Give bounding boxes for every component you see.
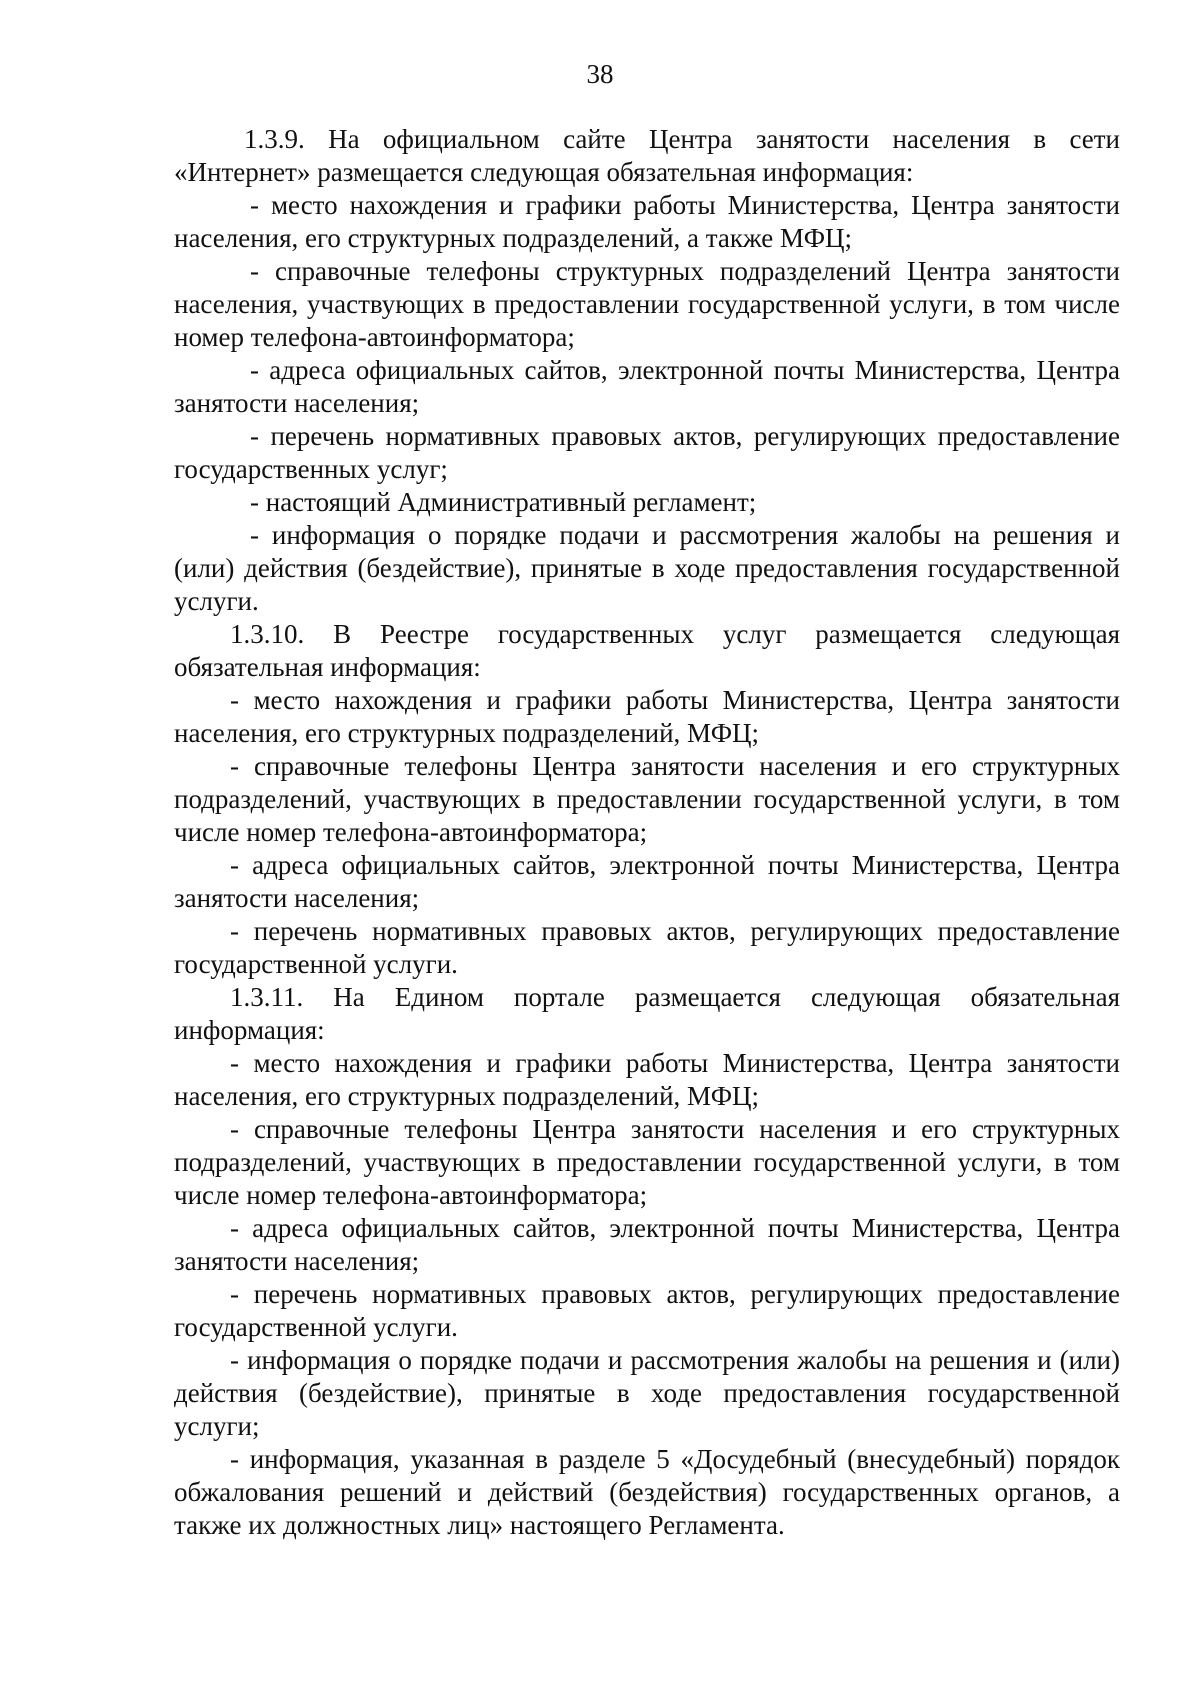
list-item: - место нахождения и графики работы Министерства, Центра занятости населения, его структурных подразделений, МФЦ; bbox=[174, 685, 1120, 748]
section-1-3-9-heading: 1.3.9. На официальном сайте Центра занятости населения в сети «Интернет» размещается следующая обязательная информация: bbox=[174, 124, 1120, 187]
section-1-3-11-heading: 1.3.11. На Едином портале размещается следующая обязательная информация: bbox=[174, 982, 1120, 1045]
list-item: - перечень нормативных правовых актов, регулирующих предоставление государственных услуг; bbox=[174, 421, 1120, 484]
list-item: - адреса официальных сайтов, электронной почты Министерства, Центра занятости населения; bbox=[174, 355, 1120, 418]
list-item: - информация о порядке подачи и рассмотрения жалобы на решения и (или) действия (бездействие), принятые в ходе предоставления государственной услуги. bbox=[174, 520, 1120, 616]
section-1-3-10-heading: 1.3.10. В Реестре государственных услуг размещается следующая обязательная информация: bbox=[174, 619, 1120, 682]
list-item: - информация о порядке подачи и рассмотрения жалобы на решения и (или) действия (бездействие), принятые в ходе предоставления государственной услуги; bbox=[174, 1345, 1120, 1441]
list-item: - настоящий Административный регламент; bbox=[250, 487, 757, 517]
list-item: - место нахождения и графики работы Министерства, Центра занятости населения, его структурных подразделений, МФЦ; bbox=[174, 1048, 1120, 1111]
list-item: - адреса официальных сайтов, электронной почты Министерства, Центра занятости населения; bbox=[174, 850, 1120, 913]
list-item: - место нахождения и графики работы Министерства, Центра занятости населения, его структурных подразделений, а также МФЦ; bbox=[174, 190, 1120, 253]
list-item: - адреса официальных сайтов, электронной почты Министерства, Центра занятости населения; bbox=[174, 1213, 1120, 1276]
list-item: - справочные телефоны структурных подразделений Центра занятости населения, участвующих в предоставлении государственной услуги, в том числе номер телефона-автоинформатора; bbox=[174, 256, 1120, 352]
list-item: - перечень нормативных правовых актов, регулирующих предоставление государственной услуги. bbox=[174, 916, 1120, 979]
list-item: - справочные телефоны Центра занятости населения и его структурных подразделений, участвующих в предоставлении государственной услуги, в том числе номер телефона-автоинформатора; bbox=[174, 751, 1120, 847]
document-body bbox=[174, 123, 1120, 1542]
page-number: 38 bbox=[586, 59, 614, 89]
list-item: - перечень нормативных правовых актов, регулирующих предоставление государственной услуги. bbox=[174, 1279, 1120, 1342]
list-item: - информация, указанная в разделе 5 «Досудебный (внесудебный) порядок обжалования решений и действий (бездействия) государственных органов, а также их должностных лиц» настоящего Регламента. bbox=[174, 1444, 1120, 1540]
list-item: - справочные телефоны Центра занятости населения и его структурных подразделений, участвующих в предоставлении государственной услуги, в том числе номер телефона-автоинформатора; bbox=[174, 1114, 1120, 1210]
